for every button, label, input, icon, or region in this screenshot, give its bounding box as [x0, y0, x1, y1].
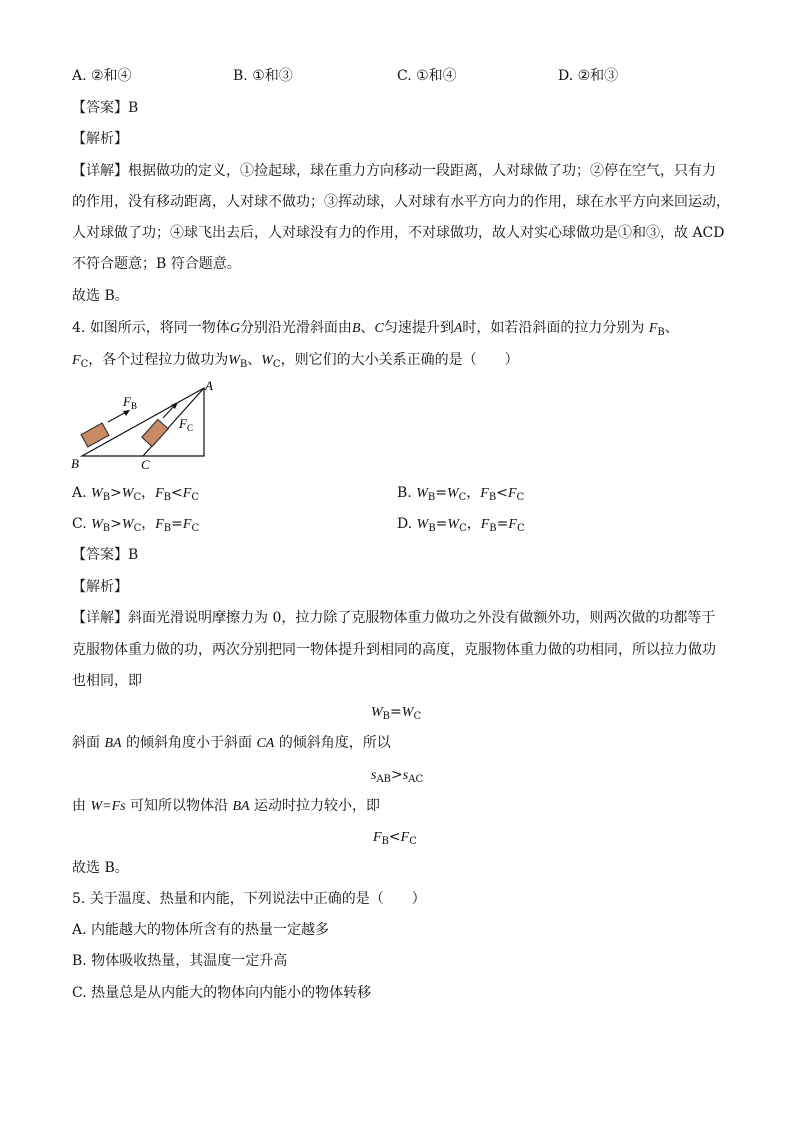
label-c: C	[141, 457, 150, 472]
q4-option-b	[397, 483, 524, 504]
sub-b: B	[489, 523, 497, 534]
text: 可知所以物体沿	[130, 798, 229, 814]
sub-b: B	[239, 359, 248, 370]
q4-stem-line-1	[72, 318, 679, 339]
q3-option-d: D. ②和③	[558, 68, 619, 84]
comma: ，	[466, 485, 481, 501]
relation: >	[110, 516, 122, 532]
q4-conclusion: 故选 B。	[72, 860, 129, 876]
q3-option-c: C. ①和④	[397, 68, 457, 84]
detail-text: 斜面光滑说明摩擦力为 0，拉力除了克服物体重力做功之外没有做额外功，则两次做的功都等于	[128, 610, 716, 626]
sub-c: C	[516, 492, 525, 503]
var-s: s	[371, 768, 377, 783]
sub-c: C	[191, 492, 199, 503]
q3-detail-line: 的作用，没有移动距离，人对球不做功；③挥动球，人对球有水平方向力的作用，球在水平方向来回运动，	[72, 194, 730, 210]
q3-detail-line: 不符合题意；B 符合题意。	[72, 256, 241, 272]
var-f: F	[480, 486, 489, 501]
equation-work-equal	[371, 702, 421, 723]
q4-analysis-label: 【解析】	[72, 579, 128, 595]
comma: ，	[141, 516, 156, 532]
stem-text: 分别沿光滑斜面由	[239, 320, 352, 336]
formula: W=Fs	[90, 799, 126, 814]
q3-detail-line: 人对球做了功；④球飞出去后，人对球没有力的作用，不对球做功，故人对实心球做功是①和③，故 ACD	[72, 225, 725, 241]
sub-ac: AC	[408, 774, 424, 785]
relation: <	[496, 485, 508, 501]
var-f: F	[72, 353, 81, 368]
q5-option-c: C. 热量总是从内能大的物体向内能小的物体转移	[72, 985, 372, 1001]
q4-formula-line	[72, 796, 380, 817]
var-s: s	[402, 768, 409, 783]
sub-c: C	[458, 492, 467, 503]
label-fb-sub: B	[131, 401, 138, 411]
sub-b: B	[382, 711, 391, 722]
q5-option-b: B. 物体吸收热量，其温度一定升高	[72, 953, 288, 969]
option-letter: B.	[397, 485, 412, 501]
var-w: W	[416, 486, 428, 501]
q4-incline-line	[72, 733, 391, 754]
var-f: F	[480, 517, 490, 532]
relation: =	[435, 516, 448, 532]
answer-label: 【答案】	[72, 100, 128, 116]
sub-b: B	[163, 523, 172, 534]
sub-c: C	[133, 492, 142, 503]
relation: <	[171, 485, 183, 501]
separator: 、	[360, 320, 375, 336]
label-b: B	[71, 456, 79, 471]
detail-label: 【详解】	[72, 163, 128, 179]
point-a: A	[453, 321, 463, 336]
q3-answer	[72, 98, 138, 118]
option-letter: A.	[72, 485, 87, 501]
relation: =	[390, 704, 402, 720]
relation: =	[496, 516, 509, 532]
detail-text: 根据做功的定义，①捡起球，球在重力方向移动一段距离，人对球做了功；②停在空气，只有力	[128, 163, 716, 179]
var-f: F	[648, 321, 658, 336]
segment-ba: BA	[104, 736, 122, 751]
var-f: F	[182, 517, 192, 532]
answer-value: B	[128, 547, 139, 563]
relation: =	[435, 485, 447, 501]
equation-distance	[371, 765, 423, 786]
label-fc-sub: C	[187, 423, 194, 433]
relation: >	[391, 767, 403, 783]
var-w: W	[371, 705, 383, 720]
text: 由	[72, 798, 86, 814]
text: 运动时拉力较小，即	[254, 798, 381, 814]
var-f: F	[507, 486, 517, 501]
incline-figure	[68, 378, 228, 474]
option-letter: D.	[397, 516, 413, 532]
segment-ca: CA	[256, 736, 275, 751]
block-on-ca	[142, 419, 168, 446]
separator: 、	[247, 352, 262, 368]
sub-b: B	[428, 523, 436, 534]
q3-option-b: B. ①和③	[233, 68, 293, 84]
q4-detail-line: 克服物体重力做的功，两次分别把同一物体提升到相同的高度，克服物体重力做的功相同，所以拉力做功	[72, 642, 716, 658]
var-w: W	[91, 486, 103, 501]
var-w: W	[121, 517, 134, 532]
var-f: F	[155, 486, 164, 501]
q5-stem: 5. 关于温度、热量和内能，下列说法中正确的是（ ）	[72, 891, 426, 907]
var-w: W	[228, 353, 240, 368]
point-b: B	[351, 321, 361, 336]
q4-stem-line-2	[72, 350, 519, 371]
stem-text: 匀速提升到	[383, 320, 454, 336]
stem-text: 如图所示，将同一物体	[89, 320, 230, 336]
option-letter: C.	[72, 516, 87, 532]
sub-b: B	[657, 327, 665, 338]
text: 的倾斜角度小于斜面	[126, 735, 253, 751]
sub-ab: AB	[376, 774, 392, 785]
sub-b: B	[102, 523, 111, 534]
var-w: W	[121, 486, 134, 501]
comma: ，	[141, 485, 156, 501]
var-f: F	[373, 830, 382, 845]
stem-text: ，各个过程拉力做功为	[88, 352, 229, 368]
var-f: F	[400, 830, 410, 845]
label-fb: F	[123, 394, 131, 409]
label-a: A	[205, 378, 213, 393]
text: 斜面	[72, 735, 100, 751]
label-fc: F	[179, 416, 187, 431]
answer-label: 【答案】	[72, 547, 128, 563]
detail-label: 【详解】	[72, 610, 128, 626]
answer-value: B	[128, 100, 139, 116]
stem-text: 时，如若沿斜面的拉力分别为	[462, 320, 645, 336]
q3-option-a: A. ②和④	[72, 68, 132, 84]
relation: <	[388, 829, 401, 845]
sub-c: C	[409, 836, 417, 847]
stem-text: ，则它们的大小关系正确的是（ ）	[280, 352, 519, 368]
sub-c: C	[413, 711, 422, 722]
q5-option-a: A. 内能越大的物体所含有的热量一定越多	[72, 922, 330, 938]
separator: 、	[664, 320, 679, 336]
var-f: F	[508, 517, 517, 532]
var-f: F	[182, 486, 192, 501]
var-w: W	[401, 705, 414, 720]
sub-b: B	[488, 492, 497, 503]
relation: >	[110, 485, 122, 501]
sub-c: C	[133, 523, 142, 534]
sub-b: B	[427, 492, 436, 503]
var-w: W	[447, 517, 460, 532]
q3-conclusion: 故选 B。	[72, 288, 129, 304]
var-w: W	[446, 486, 459, 501]
sub-c: C	[459, 523, 467, 534]
object-g: G	[229, 321, 240, 336]
q4-detail-line	[72, 608, 715, 628]
sub-c: C	[191, 523, 200, 534]
comma: ，	[466, 516, 481, 532]
point-c: C	[374, 321, 384, 336]
q4-detail-line: 也相同，即	[72, 673, 142, 689]
q4-option-d	[397, 514, 525, 535]
relation: =	[171, 516, 183, 532]
sub-b: B	[163, 492, 172, 503]
equation-force	[373, 827, 417, 848]
q3-detail-line	[72, 161, 716, 181]
segment-ba: BA	[232, 799, 250, 814]
question-number: 4.	[72, 320, 86, 336]
q4-option-c	[72, 514, 199, 535]
q4-option-a	[72, 483, 199, 504]
var-w: W	[416, 517, 429, 532]
q4-answer	[72, 545, 138, 565]
q3-analysis-label: 【解析】	[72, 131, 128, 147]
text: 的倾斜角度，所以	[278, 735, 391, 751]
sub-c: C	[80, 359, 89, 370]
var-w: W	[91, 517, 103, 532]
var-f: F	[155, 517, 164, 532]
var-w: W	[261, 353, 273, 368]
sub-c: C	[272, 359, 281, 370]
sub-b: B	[381, 836, 389, 847]
sub-c: C	[516, 523, 525, 534]
sub-b: B	[102, 492, 111, 503]
